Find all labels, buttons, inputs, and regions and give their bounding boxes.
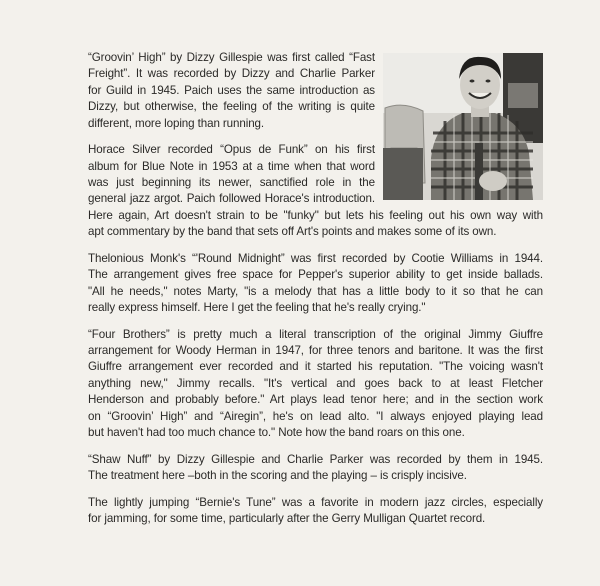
- paragraph-2-line: album for Blue Note in 1953 at a time when that word: [88, 159, 375, 173]
- paragraph-1-line: different, more loping than running.: [88, 116, 265, 130]
- paragraph-2-line: was just beginning its newer, sanctified role in the: [88, 176, 375, 189]
- paragraph-2-line: general jazz argot. Paich followed Horace's introduction.: [88, 192, 375, 206]
- paragraph-4-line: on “Groovin’ High” and “Airegin”, he's on lead alto. "I always enjoyed playing lead: [88, 409, 543, 423]
- paragraph-4-line: Giuffre arrangement ever recorded and it started his reputation. "The voicing wasn't: [88, 360, 543, 374]
- paragraph-3-line: really express himself. Here I get the feeling that he's really crying.": [88, 301, 426, 314]
- paragraph-1-line: for Guild in 1945. Paich uses the same introduction as: [88, 83, 375, 97]
- paragraph-3-line: "All he needs," notes Marty, "is a melody that has a little body to it so that he can: [88, 284, 543, 298]
- paragraph-1-line: Freight”. It was recorded by Dizzy and Charlie Parker: [88, 67, 375, 81]
- paragraph-5-line: “Shaw Nuff” by Dizzy Gillespie and Charlie Parker was recorded by them in 1945.: [88, 452, 543, 466]
- paragraph-3-line: The arrangement gives free space for Pepper's superior ability to get inside ballads.: [88, 268, 543, 282]
- paragraph-5-line: The treatment here –both in the scoring and the playing – is crisply incisive.: [88, 469, 467, 482]
- paragraph-4-line: “Four Brothers” is pretty much a literal transcription of the original Jimmy Giuffre: [88, 327, 543, 341]
- paragraph-4-line: Henderson and probably before." Art plays lead tenor here; and in the section work: [88, 393, 543, 407]
- paragraph-4-line: but haven't had too much chance to." Note how the band roars on this one.: [88, 426, 465, 439]
- paragraph-4-line: arrangement for Woody Herman in 1947, for three tenors and baritone. It was the first: [88, 344, 543, 357]
- paragraph-6-line: The lightly jumping “Bernie's Tune” was a favorite in modern jazz circles, especially: [88, 495, 543, 509]
- paragraph-2-line: Here again, Art doesn't strain to be "funky" but lets his feeling out his own way with: [88, 208, 543, 222]
- paragraph-4-line: anything new," Jimmy recalls. "It's vertical and goes back to at least Fletcher: [88, 376, 543, 390]
- paragraph-2-line: apt commentary by the band that sets off Art's points and makes some of its own.: [88, 225, 497, 239]
- saxophonist-photo: [383, 53, 543, 200]
- paragraph-1-line: Dizzy, but otherwise, the feeling of the writing is quite: [88, 100, 375, 114]
- paragraph-3-line: Thelonious Monk's “'Round Midnight” was first recorded by Cootie Williams in 1944.: [88, 251, 543, 265]
- paragraph-1-line: “Groovin’ High” by Dizzy Gillespie was first called “Fast: [88, 51, 375, 64]
- paragraph-2-line: Horace Silver recorded “Opus de Funk” on his first: [88, 143, 375, 157]
- paragraph-6-line: for jamming, for some time, particularly after the Gerry Mulligan Quartet record.: [88, 512, 486, 525]
